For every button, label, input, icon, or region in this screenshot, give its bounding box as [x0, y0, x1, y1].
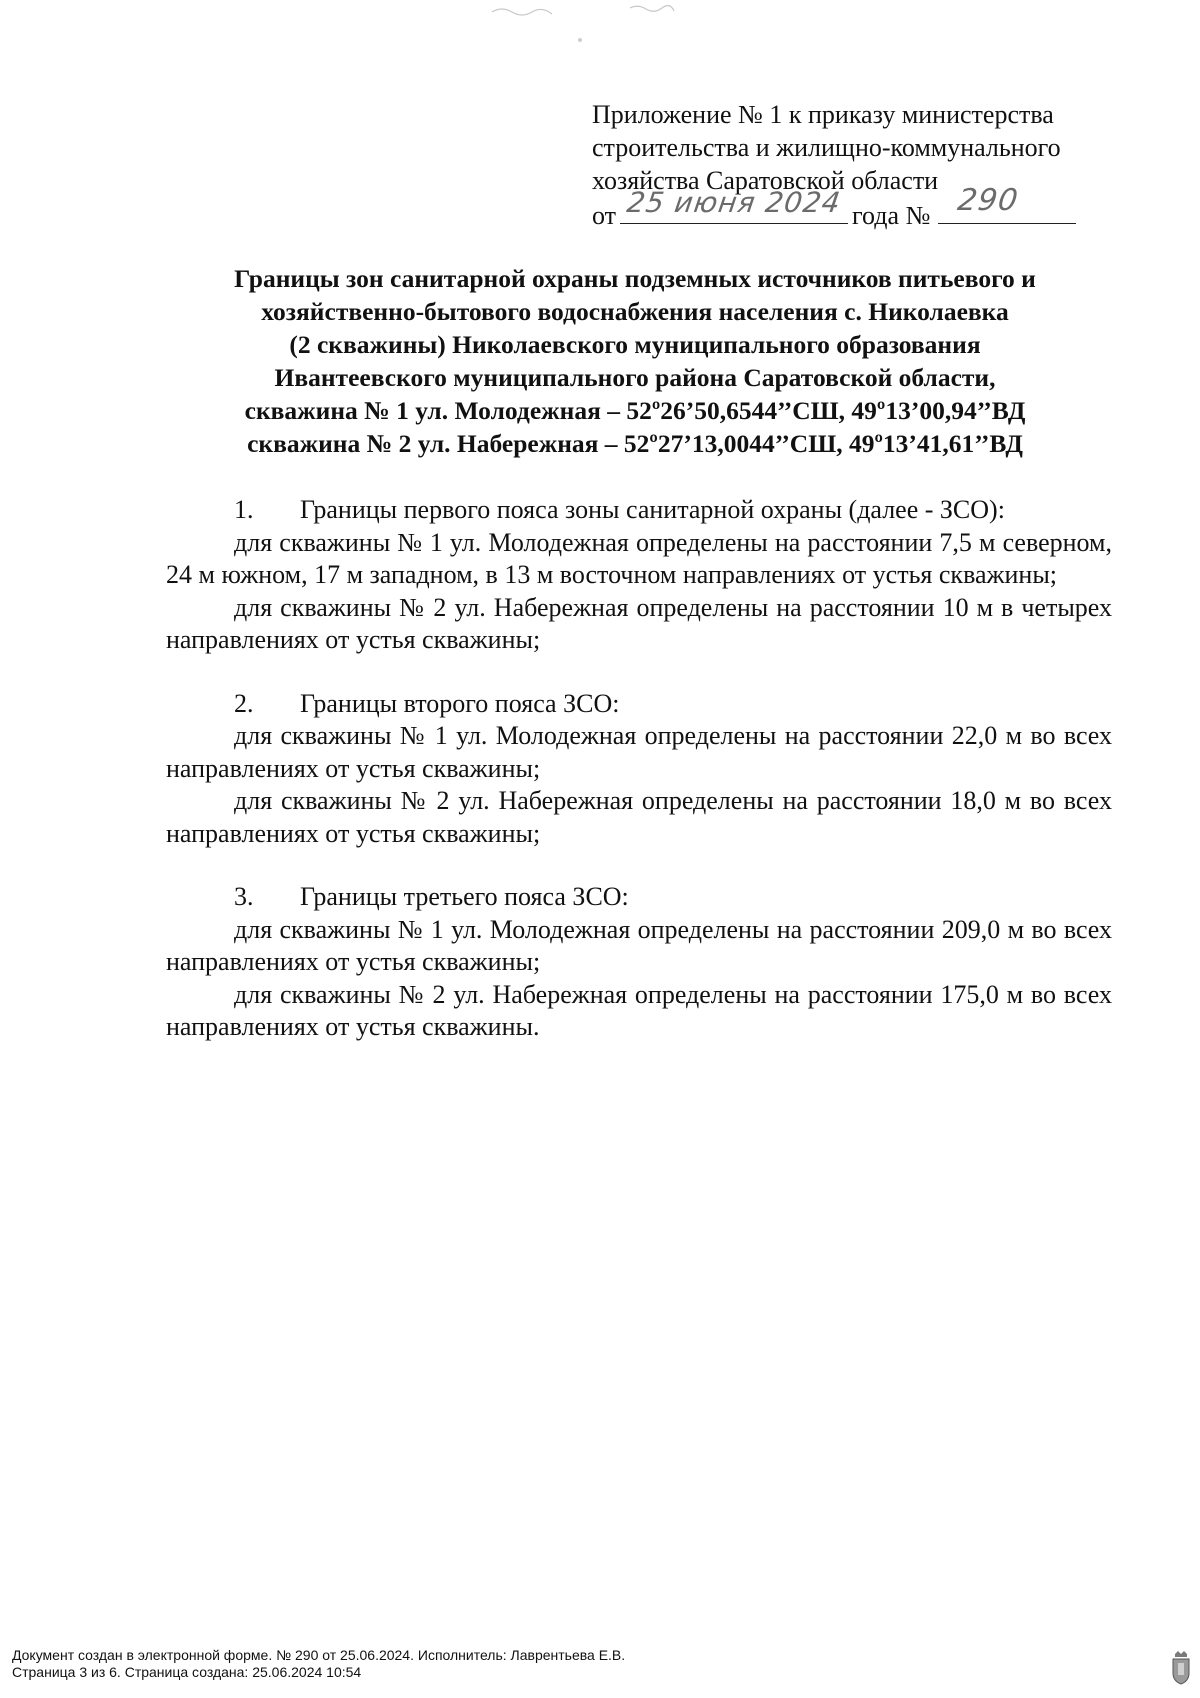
paragraph-well-1: для скважины № 1 ул. Молодежная определены на расстоянии 209,0 м во всех направлениях от устья скважины; — [166, 914, 1112, 976]
appendix-line-2: строительства и жилищно-коммунального — [592, 133, 1061, 162]
appendix-header — [592, 98, 1112, 232]
paragraph-well-2: для скважины № 2 ул. Набережная определены на расстоянии 18,0 м во всех направлениях от устья скважины; — [166, 786, 1112, 848]
title-line-1: Границы зон санитарной охраны подземных источников питьевого и — [234, 264, 1036, 293]
document-body — [166, 494, 1112, 1075]
scan-artifact-marks — [480, 0, 720, 50]
year-label: года № — [852, 201, 931, 230]
title-line-2: хозяйственно-бытового водоснабжения населения с. Николаевка — [261, 297, 1009, 326]
appendix-date-line — [592, 183, 1112, 232]
paragraph-well-1: для скважины № 1 ул. Молодежная определены на расстоянии 7,5 м северном, 24 м южном, 17 м западном, в 13 м восточном направлениях от устья скважины; — [166, 527, 1112, 589]
section-number: 2. — [234, 688, 254, 718]
title-line-6: скважина № 2 ул. Набережная – 52º27’13,0044’’СШ, 49º13’41,61’’ВД — [247, 429, 1023, 458]
date-prefix: от — [592, 201, 617, 230]
paragraph-well-2: для скважины № 2 ул. Набережная определены на расстоянии 175,0 м во всех направлениях от устья скважины. — [166, 979, 1112, 1041]
section-number: 3. — [234, 882, 254, 911]
section-second-belt — [166, 688, 1112, 851]
section-heading-text: Границы первого пояса зоны санитарной охраны (далее - ЗСО): — [300, 495, 1005, 524]
appendix-line-3: хозяйства Саратовской области — [592, 166, 939, 195]
section-heading-text: Границы второго пояса ЗСО: — [300, 688, 620, 718]
paragraph-well-2: для скважины № 2 ул. Набережная определены на расстоянии 10 м в четырех направлениях от устья скважины; — [166, 592, 1112, 654]
section-heading — [166, 881, 1112, 914]
document-title — [150, 262, 1120, 460]
handwritten-date: 25 июня 2024 — [624, 186, 844, 219]
title-line-4: Ивантеевского муниципального района Саратовской области, — [274, 363, 996, 392]
footer-line-2: Страница 3 из 6. Страница создана: 25.06.2024 10:54 — [12, 1664, 362, 1680]
title-line-5: скважина № 1 ул. Молодежная – 52º26’50,6544’’СШ, 49º13’00,94’’ВД — [244, 396, 1026, 425]
appendix-line-1: Приложение № 1 к приказу министерства — [592, 100, 1054, 129]
coat-of-arms-icon — [1170, 1650, 1192, 1686]
title-line-3: (2 скважины) Николаевского муниципального образования — [289, 330, 981, 359]
order-number-field — [938, 183, 1076, 224]
section-third-belt — [166, 881, 1112, 1044]
footer-line-1: Документ создан в электронной форме. № 290 от 25.06.2024. Исполнитель: Лаврентьева Е.В. — [12, 1647, 626, 1663]
section-heading — [166, 494, 1112, 527]
section-number: 1. — [234, 495, 254, 524]
section-heading — [166, 688, 1112, 721]
date-field — [620, 186, 848, 224]
paragraph-well-1: для скважины № 1 ул. Молодежная определены на расстоянии 22,0 м во всех направлениях от устья скважины; — [166, 721, 1112, 783]
electronic-document-footer — [12, 1647, 625, 1681]
section-heading-text: Границы третьего пояса ЗСО: — [300, 882, 629, 911]
section-first-belt — [166, 494, 1112, 657]
handwritten-order-number: 290 — [955, 183, 1022, 218]
